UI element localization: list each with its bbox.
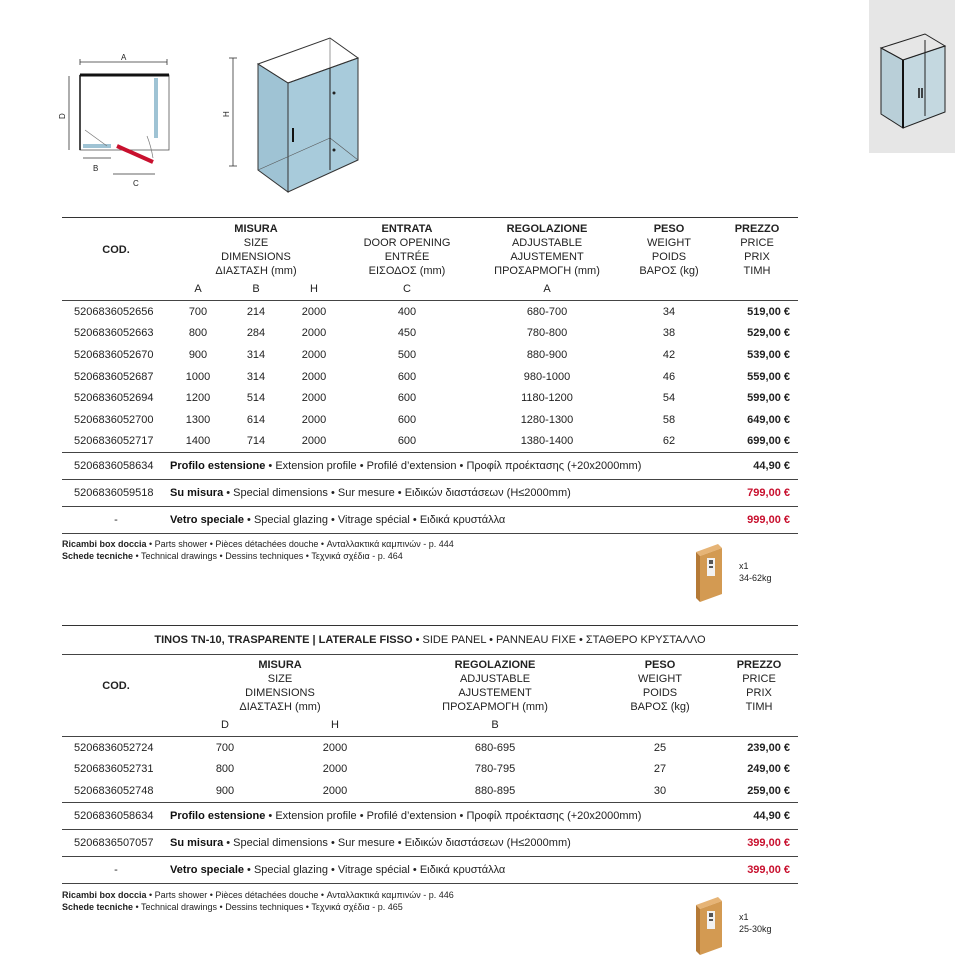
header-misura: MISURA SIZE DIMENSIONS ΔΙΑΣΤΑΣΗ (mm) <box>239 659 321 713</box>
subheader-d: D <box>221 719 229 731</box>
package-info-1: x1 34-62kg <box>739 561 772 583</box>
subheader-h: H <box>310 283 318 295</box>
notes-2: Ricambi box doccia • Parts shower • Pièces détachées douche • Ανταλλακτικά καμπινών - p. 446 Schede tecniche • Technical drawings • Dessins techniques • Τεχνικά σχέδια - p. 465 <box>62 890 454 912</box>
header-entrata: ENTRATA DOOR OPENING ENTRÉE ΕΙΣΟΔΟΣ (mm) <box>363 223 451 277</box>
subheader-adj: B <box>491 719 499 731</box>
price-table-2 <box>62 656 798 884</box>
table-row: 5206836052717 1400 714 2000 600 1380-1400 62 699,00 € <box>74 435 790 448</box>
shower-3d-drawing <box>218 30 368 198</box>
table-row: 5206836052670 900 314 2000 500 880-900 42 539,00 € <box>74 348 790 361</box>
table-row: 5206836052694 1200 514 2000 600 1180-1200 54 599,00 € <box>74 392 790 405</box>
header-regolazione: REGOLAZIONE ADJUSTABLE AJUSTEMENT ΠΡΟΣΑΡΜΟΓΗ (mm) <box>442 659 548 713</box>
header-regolazione: REGOLAZIONE ADJUSTABLE AJUSTEMENT ΠΡΟΣΑΡΜΟΓΗ (mm) <box>494 223 600 277</box>
table-row: 5206836052748 900 2000 880-895 30 259,00 € <box>74 784 791 797</box>
table-row: 5206836052724 700 2000 680-695 25 239,00 € <box>74 741 791 754</box>
extra-row-special-glass: - Vetro speciale • Special glazing • Vitrage spécial • Ειδικά κρυστάλλα 999,00 € <box>62 507 798 534</box>
product-thumbnail-tab <box>869 0 955 153</box>
subheader-h: H <box>331 719 339 731</box>
dim-h-label: H <box>222 111 231 117</box>
subheader-c: C <box>403 283 411 295</box>
dim-d-label: D <box>58 113 67 119</box>
price-table-1 <box>62 217 798 534</box>
extra-row-custom-size: 5206836507057 Su misura • Special dimensions • Sur mesure • Ειδικών διαστάσεων (H≤2000mm) 399,00 € <box>62 829 798 856</box>
dim-b-label: B <box>93 164 99 173</box>
section-title-side-panel: TINOS TN-10, TRASPARENTE | LATERALE FISSO • SIDE PANEL • PANNEAU FIXE • ΣΤΑΘΕΡΟ ΚΡΥΣΤΑΛΛΟ <box>62 625 798 655</box>
package-box-icon <box>692 540 726 604</box>
table-row: 5206836052663 800 284 2000 450 780-800 38 529,00 € <box>74 327 790 340</box>
header-cod: COD. <box>102 244 130 256</box>
extra-row-special-glass: - Vetro speciale • Special glazing • Vitrage spécial • Ειδικά κρυστάλλα 399,00 € <box>62 856 798 883</box>
shower-thumbnail-icon <box>869 0 955 153</box>
header-misura: MISURA SIZE DIMENSIONS ΔΙΑΣΤΑΣΗ (mm) <box>215 223 297 277</box>
header-cod: COD. <box>102 680 130 692</box>
subheader-adj: A <box>543 283 551 295</box>
header-peso: PESO WEIGHT POIDS ΒΑΡΟΣ (kg) <box>639 223 699 277</box>
dim-c-label: C <box>133 179 139 188</box>
table-row: 5206836052731 800 2000 780-795 27 249,00 € <box>74 763 791 776</box>
table-row: 5206836052687 1000 314 2000 600 980-1000 46 559,00 € <box>74 370 790 383</box>
table-row: 5206836052700 1300 614 2000 600 1280-1300 58 649,00 € <box>74 413 790 426</box>
subheader-a: A <box>194 283 202 295</box>
dim-a-label: A <box>121 53 127 62</box>
extra-row-extension-profile: 5206836058634 Profilo estensione • Extension profile • Profilé d’extension • Προφίλ προέκτασης (+20x2000mm) 44,90 € <box>62 802 798 829</box>
package-box-icon <box>692 893 726 957</box>
package-info-2: x1 25-30kg <box>739 912 772 934</box>
subheader-b: B <box>252 283 260 295</box>
header-peso: PESO WEIGHT POIDS ΒΑΡΟΣ (kg) <box>630 659 690 713</box>
notes-1: Ricambi box doccia • Parts shower • Pièces détachées douche • Ανταλλακτικά καμπινών - p. 444 Schede tecniche • Technical drawings • Dessins techniques • Τεχνικά σχέδια - p. 464 <box>62 539 454 561</box>
extra-row-custom-size: 5206836059518 Su misura • Special dimensions • Sur mesure • Ειδικών διαστάσεων (H≤2000mm) 799,00 € <box>62 480 798 507</box>
extra-row-extension-profile: 5206836058634 Profilo estensione • Extension profile • Profilé d’extension • Προφίλ προέκτασης (+20x2000mm) 44,90 € <box>62 453 798 480</box>
table-row: 5206836052656 700 214 2000 400 680-700 34 519,00 € <box>74 305 790 318</box>
header-prezzo: PREZZO PRICE PRIX ΤΙΜΗ <box>736 659 782 713</box>
plan-diagram <box>55 50 175 190</box>
header-prezzo: PREZZO PRICE PRIX ΤΙΜΗ <box>734 223 780 277</box>
